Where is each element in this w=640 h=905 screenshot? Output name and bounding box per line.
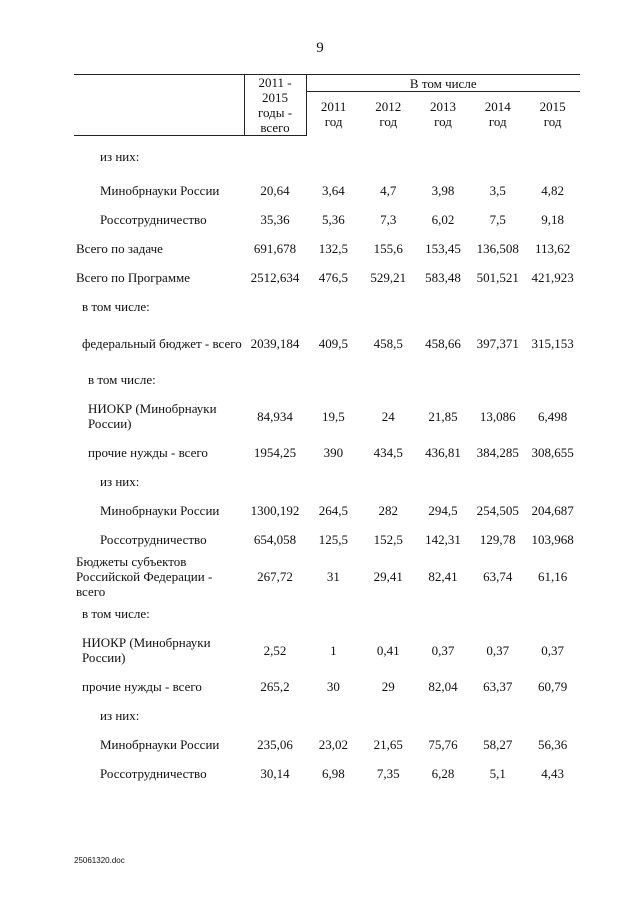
cell-year-1: 7,3 [380, 212, 397, 227]
cell-year-0: 1 [330, 642, 337, 658]
cell-year-4: 308,655 [531, 445, 574, 460]
cell-year-0: 409,5 [318, 335, 349, 351]
cell-year-3 [470, 701, 525, 730]
cell-year-1: 7,35 [376, 766, 400, 781]
header-year-3: 2014 год [484, 98, 511, 129]
cell-total: 1300,192 [250, 503, 300, 518]
table-row [74, 205, 580, 234]
cell-year-3: 63,37 [483, 679, 513, 694]
cell-year-1 [361, 292, 416, 321]
cell-year-3: 13,086 [479, 408, 516, 424]
table-row [74, 730, 580, 759]
cell-year-0: 125,5 [318, 532, 349, 547]
cell-year-3: 129,78 [479, 532, 516, 547]
cell-year-0 [306, 467, 361, 496]
cell-total: 35,36 [260, 212, 290, 227]
cell-year-3: 5,1 [489, 766, 506, 781]
cell-year-0: 30 [326, 679, 340, 694]
budget-table-container [74, 74, 580, 788]
cell-year-3: 0,37 [486, 642, 510, 658]
row-label: прочие нужды - всего [88, 445, 208, 460]
cell-year-0 [306, 701, 361, 730]
cell-year-1 [361, 599, 416, 628]
cell-total: 20,64 [260, 183, 290, 198]
cell-year-4: 56,36 [537, 737, 568, 752]
cell-year-4: 0,37 [541, 642, 564, 658]
cell-year-2 [416, 599, 471, 628]
cell-year-1: 458,5 [373, 335, 403, 351]
table-row [74, 394, 580, 438]
cell-year-2 [416, 365, 471, 394]
header-year-0: 2011 год [320, 98, 347, 129]
cell-year-4 [525, 365, 580, 394]
cell-year-2: 75,76 [428, 737, 458, 752]
cell-year-2: 294,5 [428, 503, 458, 518]
cell-year-2: 142,31 [425, 532, 461, 547]
cell-total: 30,14 [260, 766, 290, 781]
table-row [74, 438, 580, 467]
cell-year-3: 136,508 [476, 241, 519, 256]
cell-year-1: 29 [381, 679, 395, 694]
cell-year-0: 31 [326, 569, 340, 584]
cell-year-4: 4,82 [541, 183, 564, 198]
cell-year-0: 264,5 [318, 503, 349, 518]
cell-year-2: 21,85 [428, 408, 458, 424]
cell-year-4: 6,498 [537, 408, 568, 424]
cell-total: 265,2 [260, 679, 290, 694]
cell-year-2: 583,48 [425, 270, 461, 285]
row-label: в том числе: [82, 299, 150, 314]
cell-year-4 [525, 136, 580, 177]
table-row [74, 365, 580, 394]
table-row [74, 525, 580, 554]
cell-year-4: 61,16 [537, 569, 568, 584]
cell-year-2: 458,66 [425, 335, 461, 351]
cell-year-1 [361, 701, 416, 730]
cell-year-4: 315,153 [531, 335, 574, 351]
cell-total: 267,72 [257, 569, 293, 584]
cell-year-2: 153,45 [425, 241, 461, 256]
cell-year-4 [525, 292, 580, 321]
table-row [74, 136, 580, 177]
row-label: Россотрудничество [100, 766, 207, 781]
cell-total [244, 365, 306, 394]
cell-total [244, 467, 306, 496]
cell-year-4: 113,62 [534, 241, 571, 256]
row-label: Минобрнауки России [100, 183, 220, 198]
cell-year-2: 436,81 [425, 445, 461, 460]
cell-total [244, 136, 306, 177]
row-label: Минобрнауки России [100, 503, 220, 518]
cell-year-4: 9,18 [541, 212, 564, 227]
cell-total: 2,52 [263, 642, 287, 658]
cell-year-0: 390 [323, 445, 344, 460]
cell-total [244, 599, 306, 628]
cell-year-1 [361, 467, 416, 496]
cell-year-0: 6,98 [322, 766, 345, 781]
row-label: из них: [100, 474, 140, 489]
row-label: Россотрудничество [100, 532, 207, 547]
cell-year-0 [306, 136, 361, 177]
budget-table [74, 74, 580, 788]
cell-year-3 [470, 365, 525, 394]
table-row [74, 263, 580, 292]
cell-year-4 [525, 467, 580, 496]
cell-year-0 [306, 365, 361, 394]
table-row [74, 628, 580, 672]
cell-year-1: 0,41 [376, 642, 400, 658]
cell-year-2: 0,37 [431, 642, 455, 658]
cell-year-3: 397,371 [476, 335, 519, 351]
cell-year-1 [361, 136, 416, 177]
header-year-4: 2015 год [539, 98, 566, 129]
row-label: Минобрнауки России [100, 737, 220, 752]
row-label: федеральный бюджет - всего [82, 335, 242, 351]
cell-total [244, 701, 306, 730]
header-group-label: В том числе [306, 75, 580, 92]
cell-year-3: 3,5 [489, 183, 506, 198]
cell-year-1: 152,5 [373, 532, 403, 547]
cell-year-3 [470, 467, 525, 496]
table-row [74, 321, 580, 365]
table-row [74, 701, 580, 730]
cell-year-0 [306, 599, 361, 628]
row-label: прочие нужды - всего [82, 679, 202, 694]
cell-year-3 [470, 292, 525, 321]
cell-year-4 [525, 701, 580, 730]
cell-year-4: 4,43 [541, 766, 564, 781]
table-row [74, 759, 580, 788]
footer-filename: 25061320.doc [74, 856, 125, 865]
cell-year-4: 60,79 [537, 679, 568, 694]
cell-year-1: 4,7 [380, 183, 397, 198]
cell-total: 2039,184 [250, 335, 300, 351]
cell-year-3: 7,5 [489, 212, 506, 227]
row-label: НИОКР (Минобрнауки России) [82, 635, 211, 665]
cell-total: 2512,634 [250, 270, 300, 285]
cell-year-0: 132,5 [318, 241, 349, 256]
header-year-2: 2013 год [429, 98, 456, 129]
cell-year-0: 23,02 [318, 737, 349, 752]
row-label: в том числе: [82, 606, 150, 621]
cell-year-1: 24 [381, 408, 395, 424]
row-label: из них: [100, 148, 140, 164]
cell-year-1: 529,21 [370, 270, 407, 285]
cell-year-1 [361, 365, 416, 394]
cell-year-0: 5,36 [322, 212, 345, 227]
header-blank-cell [74, 75, 244, 136]
row-label: из них: [100, 708, 140, 723]
cell-year-3: 58,27 [483, 737, 513, 752]
row-label: в том числе: [88, 372, 156, 387]
cell-year-0 [306, 292, 361, 321]
cell-year-2: 82,41 [428, 569, 458, 584]
cell-year-2: 6,02 [431, 212, 455, 227]
cell-total: 691,678 [253, 241, 297, 256]
table-row [74, 234, 580, 263]
table-row [74, 496, 580, 525]
cell-year-1: 434,5 [373, 445, 403, 460]
cell-year-0: 3,64 [322, 183, 345, 198]
cell-year-2: 82,04 [428, 679, 458, 694]
table-body [74, 136, 580, 789]
table-row [74, 292, 580, 321]
row-label: Всего по задаче [76, 241, 163, 256]
cell-year-3: 63,74 [483, 569, 513, 584]
cell-year-0: 476,5 [318, 270, 349, 285]
header-year-1: 2012 год [375, 98, 402, 129]
cell-year-3: 384,285 [476, 445, 519, 460]
cell-year-3: 254,505 [476, 503, 519, 518]
cell-year-3 [470, 599, 525, 628]
cell-year-1: 282 [378, 503, 398, 518]
cell-year-4: 103,968 [531, 532, 574, 547]
cell-year-2 [416, 701, 471, 730]
cell-year-4 [525, 599, 580, 628]
table-header [74, 75, 580, 136]
page-number: 9 [316, 40, 324, 56]
cell-year-3 [470, 136, 525, 177]
row-label: Бюджеты субъектов Российской Федерации - всего [76, 554, 213, 599]
cell-total [244, 292, 306, 321]
row-label: Всего по Программе [76, 270, 191, 285]
table-row [74, 176, 580, 205]
cell-total: 235,06 [257, 737, 293, 752]
cell-total: 1954,25 [253, 445, 297, 460]
cell-year-2 [416, 292, 471, 321]
cell-total: 84,934 [257, 408, 293, 424]
cell-year-2: 6,28 [431, 766, 455, 781]
table-row [74, 554, 580, 599]
table-row [74, 467, 580, 496]
cell-year-1: 155,6 [373, 241, 403, 256]
cell-year-4: 421,923 [531, 270, 574, 285]
cell-year-1: 21,65 [373, 737, 403, 752]
header-total-column: 2011 - 2015 годы - всего [244, 75, 306, 136]
table-row [74, 672, 580, 701]
row-label: НИОКР (Минобрнауки России) [88, 401, 217, 431]
cell-year-2 [416, 136, 471, 177]
cell-year-4: 204,687 [531, 503, 574, 518]
cell-year-0: 19,5 [322, 408, 345, 424]
cell-year-1: 29,41 [373, 569, 403, 584]
table-row [74, 599, 580, 628]
cell-year-2 [416, 467, 471, 496]
cell-year-3: 501,521 [476, 270, 519, 285]
cell-year-2: 3,98 [431, 183, 455, 198]
cell-total: 654,058 [253, 532, 297, 547]
row-label: Россотрудничество [100, 212, 207, 227]
